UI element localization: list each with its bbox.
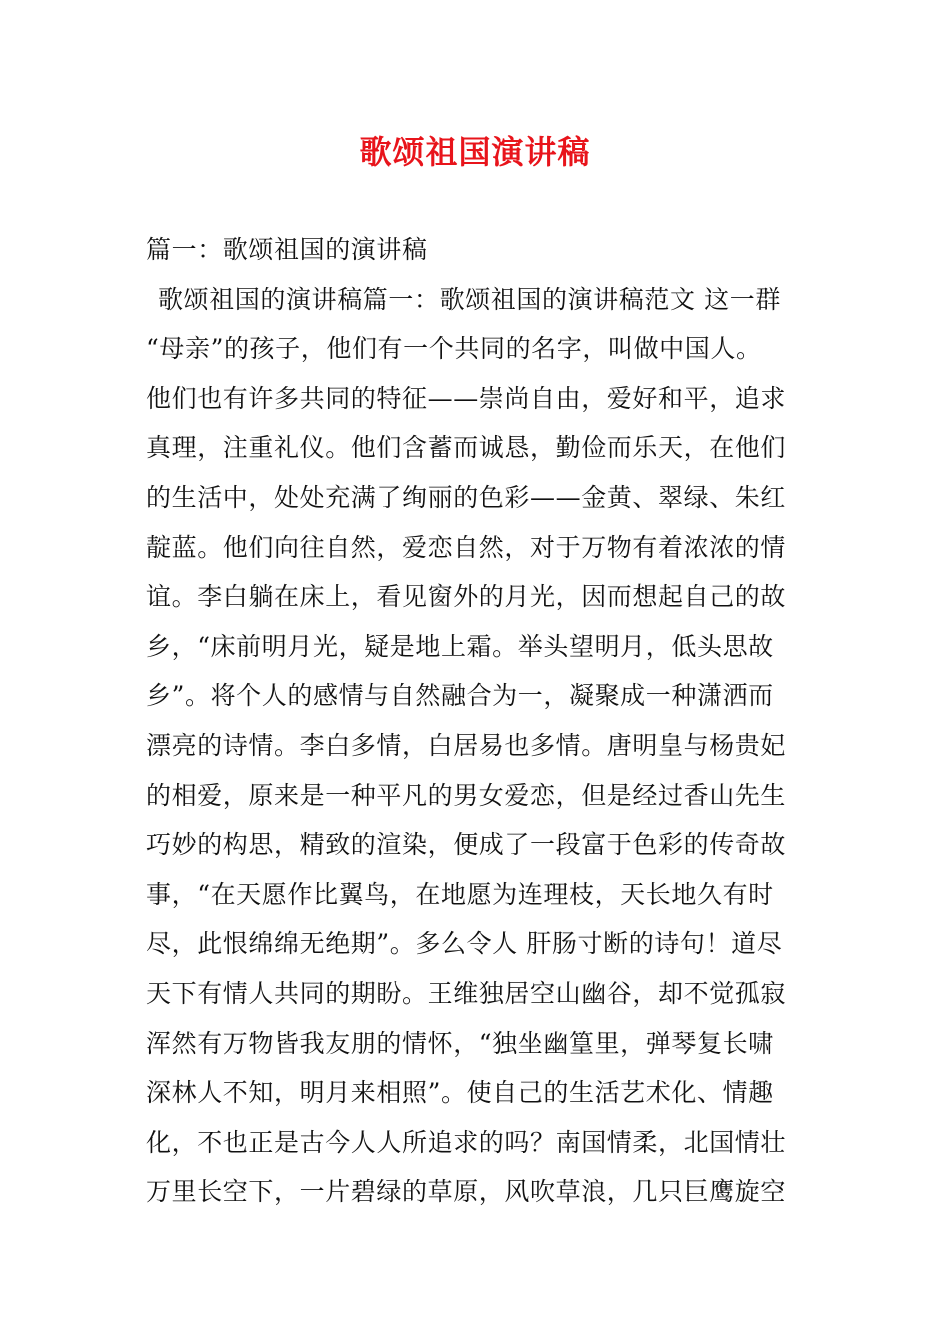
body-line: 歌颂祖国的演讲稿篇一：歌颂祖国的演讲稿范文 这一群: [158, 284, 781, 314]
body-line: 谊。李白躺在床上，看见窗外的月光，因而想起自己的故: [146, 582, 787, 612]
body-line: 天下有情人共同的期盼。王维独居空山幽谷，却不觉孤寂: [146, 978, 787, 1008]
body-line: 的生活中，处处充满了绚丽的色彩——金黄、翠绿、朱红: [146, 482, 787, 512]
body-line: 浑然有万物皆我友朋的情怀，“独坐幽篁里，弹琴复长啸: [146, 1028, 774, 1058]
body-line: 深林人不知，明月来相照”。使自己的生活艺术化、情趣: [146, 1078, 774, 1108]
body-line: 乡，“床前明月光，疑是地上霜。举头望明月，低头思故: [146, 631, 774, 661]
body-line: 漂亮的诗情。李白多情，白居易也多情。唐明皇与杨贵妃: [146, 730, 787, 760]
body-line: 尽，此恨绵绵无绝期”。多么令人 肝肠寸断的诗句！道尽: [146, 929, 783, 959]
body-line: 乡”。将个人的感情与自然融合为一，凝聚成一种潇洒而: [146, 681, 774, 711]
body-line: 万里长空下，一片碧绿的草原，风吹草浪，几只巨鹰旋空: [146, 1177, 787, 1207]
document-body: [146, 230, 806, 1222]
body-line: 化，不也正是古今人人所追求的吗？南国情柔，北国情壮: [146, 1127, 787, 1157]
body-line: 他们也有许多共同的特征——崇尚自由，爱好和平，追求: [146, 383, 787, 413]
body-line: 事，“在天愿作比翼鸟，在地愿为连理枝，天长地久有时: [146, 879, 774, 909]
body-line: 巧妙的构思，精致的渲染，便成了一段富于色彩的传奇故: [146, 830, 787, 860]
body-line: “母亲”的孩子，他们有一个共同的名字，叫做中国人。: [146, 334, 762, 364]
body-line: 真理，注重礼仪。他们含蓄而诚恳，勤俭而乐天，在他们: [146, 433, 787, 463]
body-line: 靛蓝。他们向往自然，爱恋自然，对于万物有着浓浓的情: [146, 532, 787, 562]
section-heading: 篇一：歌颂祖国的演讲稿: [146, 235, 428, 264]
document-title: 歌颂祖国演讲稿: [359, 133, 591, 171]
body-line: 的相爱，原来是一种平凡的男女爱恋，但是经过香山先生: [146, 780, 787, 810]
